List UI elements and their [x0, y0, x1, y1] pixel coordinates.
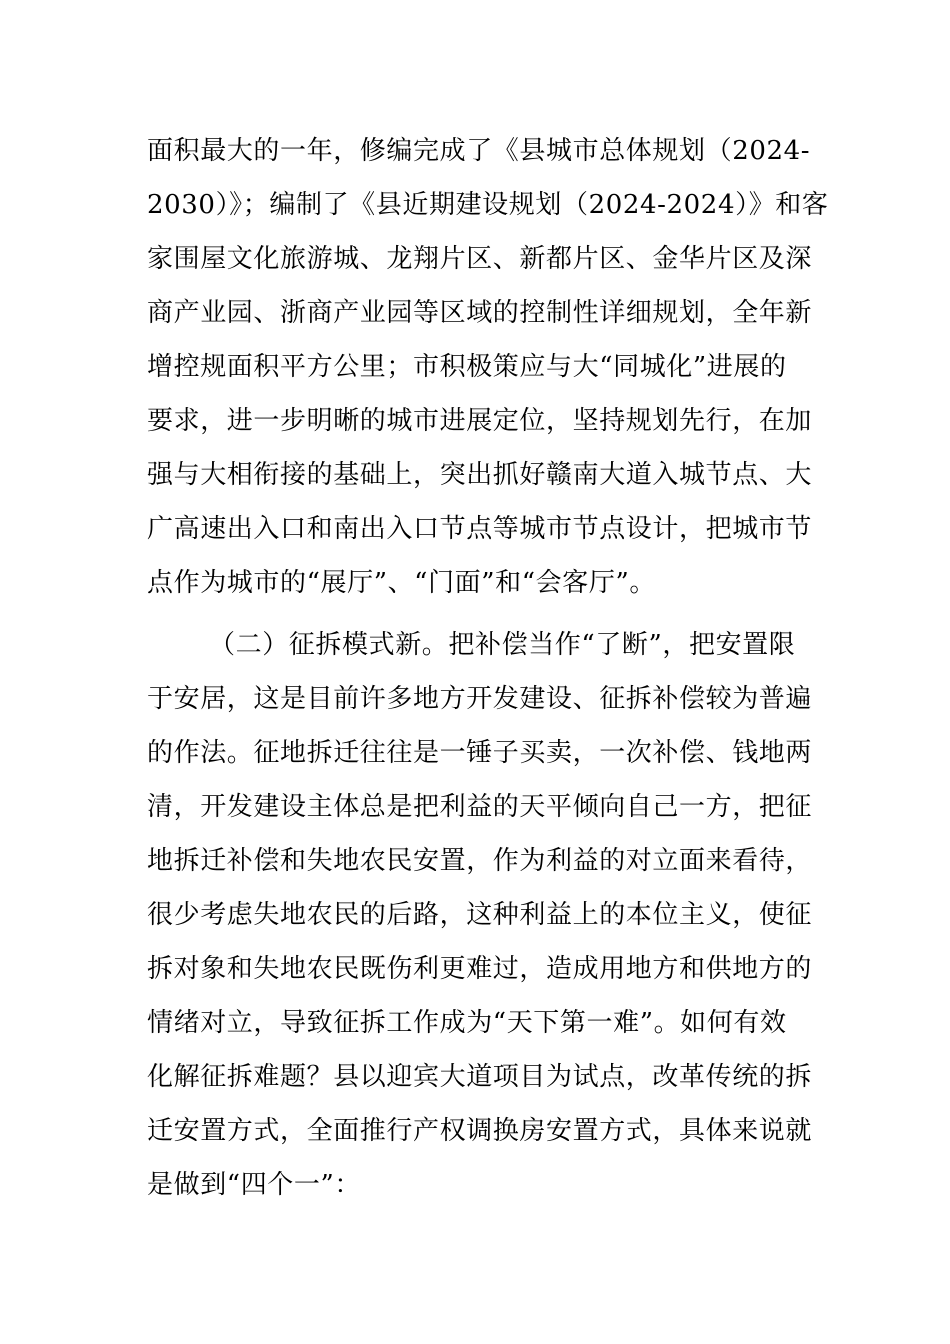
- paragraph-line: 商产业园、浙商产业园等区域的控制性详细规划，全年新: [147, 298, 813, 328]
- paragraph-line: 拆对象和失地农民既伤利更难过，造成用地方和供地方的: [147, 954, 813, 984]
- paragraph-line: 很少考虑失地农民的后路，这种利益上的本位主义，使征: [147, 900, 813, 930]
- paragraph-line: 2030）》；编制了《县近期建设规划（2024-2024）》和客: [147, 190, 829, 220]
- paragraph-line: 面积最大的一年，修编完成了《县城市总体规划（2024-: [147, 136, 811, 166]
- paragraph-line: 点作为城市的“展厅”、“门面”和“会客厅”。: [147, 568, 656, 598]
- paragraph-line: 地拆迁补偿和失地农民安置，作为利益的对立面来看待，: [147, 846, 813, 876]
- paragraph-line: 迁安置方式，全面推行产权调换房安置方式，具体来说就: [147, 1116, 813, 1146]
- paragraph-line: 的作法。征地拆迁往往是一锤子买卖，一次补偿、钱地两: [147, 738, 813, 768]
- paragraph-line: 要求，进一步明晰的城市进展定位，坚持规划先行，在加: [147, 406, 813, 436]
- paragraph-line: 清，开发建设主体总是把利益的天平倾向自己一方，把征: [147, 792, 813, 822]
- paragraph-line: 于安居，这是目前许多地方开发建设、征拆补偿较为普遍: [147, 684, 813, 714]
- paragraph-line: 强与大相衔接的基础上，突出抓好赣南大道入城节点、大: [147, 460, 813, 490]
- paragraph-line: 化解征拆难题？县以迎宾大道项目为试点，改革传统的拆: [147, 1062, 813, 1092]
- paragraph-line: 情绪对立，导致征拆工作成为“天下第一难”。如何有效: [147, 1008, 787, 1038]
- paragraph-line: 广高速出入口和南出入口节点等城市节点设计，把城市节: [147, 514, 813, 544]
- body-paragraph-2: [147, 618, 812, 1212]
- paragraph-line: 是做到“四个一”：: [147, 1170, 361, 1200]
- body-paragraph-1: [147, 124, 829, 610]
- paragraph-line: 家围屋文化旅游城、龙翔片区、新都片区、金华片区及深: [147, 244, 813, 274]
- paragraph-heading-line: （二）征拆模式新。把补偿当作“了断”，把安置限: [209, 630, 796, 660]
- paragraph-line: 增控规面积平方公里；市积极策应与大“同城化”进展的: [147, 352, 787, 382]
